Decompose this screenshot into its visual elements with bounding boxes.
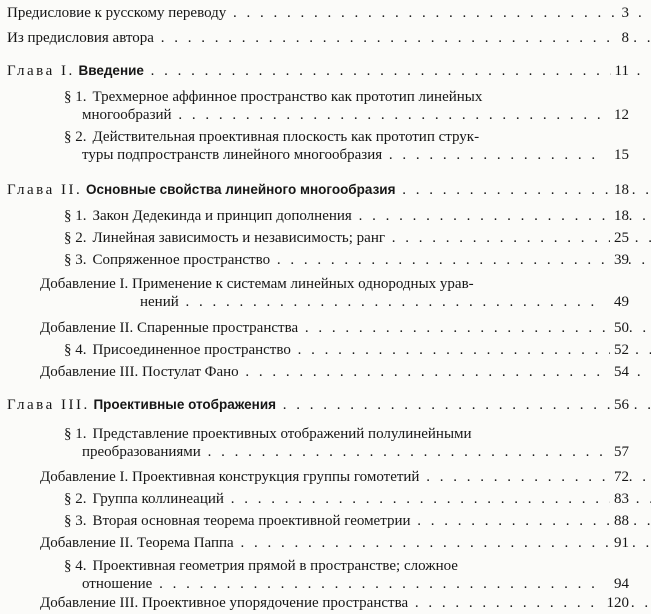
chapter-title: Основные свойства линейного многообразия <box>85 182 396 197</box>
entry-title: Добавление I. Проективная конструкция группы гомотетий . . . <box>40 468 651 486</box>
toc-entry <box>0 4 651 22</box>
page-number: 54 <box>610 363 629 381</box>
toc-section-entry <box>0 512 651 530</box>
entry-title-line2: многообразий . . . <box>64 106 603 124</box>
page-number: 25 <box>610 229 629 247</box>
toc-appendix-entry <box>0 594 651 612</box>
toc-chapter-entry <box>0 396 651 414</box>
entry-title: Закон Дедекинда и принцип дополнения <box>92 208 352 224</box>
section-number: § 2. <box>64 129 87 145</box>
entry-title-line1: Трехмерное аффинное пространство как прототип линейных <box>92 89 483 105</box>
section-number: § 4. <box>64 342 87 358</box>
section-number: § 2. <box>64 230 87 246</box>
page-number: 50 <box>610 319 629 337</box>
page-number: 49 <box>610 293 629 311</box>
entry-title: Вторая основная теорема проективной геометрии <box>92 513 411 529</box>
page-number: 52 <box>610 341 629 359</box>
entry-title: Линейная зависимость и независимость; ранг <box>92 230 385 246</box>
toc-appendix-entry <box>0 275 651 311</box>
section-number: § 1. <box>64 89 87 105</box>
chapter-title: Введение <box>78 63 144 78</box>
entry-title: Добавление III. Проективное упорядочение пространства . . . <box>40 594 651 612</box>
section-number: § 1. <box>64 426 87 442</box>
toc-section-entry <box>0 229 651 247</box>
page-number: 72 <box>610 468 629 486</box>
chapter-label: Глава II. <box>7 182 83 198</box>
toc-section-entry <box>0 425 651 461</box>
section-number: § 3. <box>64 513 87 529</box>
page-number: 83 <box>610 490 629 508</box>
section-number: § 3. <box>64 252 87 268</box>
toc-chapter-entry <box>0 62 651 80</box>
page-number: 88 <box>610 512 629 530</box>
entry-title: Добавление II. Теорема Паппа . . . <box>40 534 651 552</box>
toc-appendix-entry <box>0 534 651 552</box>
toc-appendix-entry <box>0 319 651 337</box>
toc-chapter-entry <box>0 181 651 199</box>
page-number: 18 <box>610 181 629 199</box>
toc-section-entry <box>0 128 651 164</box>
entry-title-line1: Действительная проективная плоскость как прототип струк- <box>92 129 480 145</box>
toc-entry <box>0 29 651 47</box>
entry-title-line2: нений . . . <box>40 293 603 311</box>
toc-appendix-entry <box>0 363 651 381</box>
entry-title-line2: преобразованиями . . . <box>64 443 603 461</box>
toc-section-entry <box>0 557 651 593</box>
entry-title-line2: туры подпространств линейного многообразия . . . <box>64 146 603 164</box>
section-number: § 2. <box>64 491 87 507</box>
entry-title: Добавление III. Постулат Фано . . . <box>40 363 651 381</box>
entry-title-line1: Добавление I. Применение к системам линейных однородных урав- <box>40 276 474 292</box>
entry-title: Добавление II. Спаренные пространства . . . <box>40 319 651 337</box>
chapter-title: Проективные отображения <box>93 397 276 412</box>
page-number: 12 <box>610 106 629 124</box>
page-number: 18 <box>610 207 629 225</box>
toc-appendix-entry <box>0 468 651 486</box>
page-number: 56 <box>610 396 629 414</box>
entry-title-line1: Представление проективных отображений полулинейными <box>92 426 472 442</box>
entry-title-line1: Проективная геометрия прямой в пространстве; сложное <box>92 558 458 574</box>
page-number: 94 <box>610 575 629 593</box>
page-number: 11 <box>611 62 629 80</box>
page-number: 57 <box>610 443 629 461</box>
page-number: 8 <box>618 29 630 47</box>
page-number: 91 <box>610 534 629 552</box>
chapter-label: Глава III. <box>7 397 90 413</box>
section-number: § 1. <box>64 208 87 224</box>
page-number: 39 <box>610 251 629 269</box>
entry-title: Из предисловия автора . . . <box>7 29 651 47</box>
toc-section-entry <box>0 341 651 359</box>
entry-title: Присоединенное пространство <box>92 342 291 358</box>
toc-section-entry <box>0 207 651 225</box>
page-number: 120 <box>603 594 630 612</box>
page-number: 3 <box>618 4 630 22</box>
page-number: 15 <box>610 146 629 164</box>
chapter-label: Глава I. <box>7 63 75 79</box>
toc-section-entry <box>0 88 651 124</box>
entry-title-line2: отношение . . . <box>64 575 603 593</box>
entry-title: Предисловие к русскому переводу . . . <box>7 4 651 22</box>
entry-title: Сопряженное пространство <box>92 252 271 268</box>
section-number: § 4. <box>64 558 87 574</box>
toc-section-entry <box>0 490 651 508</box>
toc-section-entry <box>0 251 651 269</box>
entry-title: Группа коллинеаций <box>92 491 224 507</box>
